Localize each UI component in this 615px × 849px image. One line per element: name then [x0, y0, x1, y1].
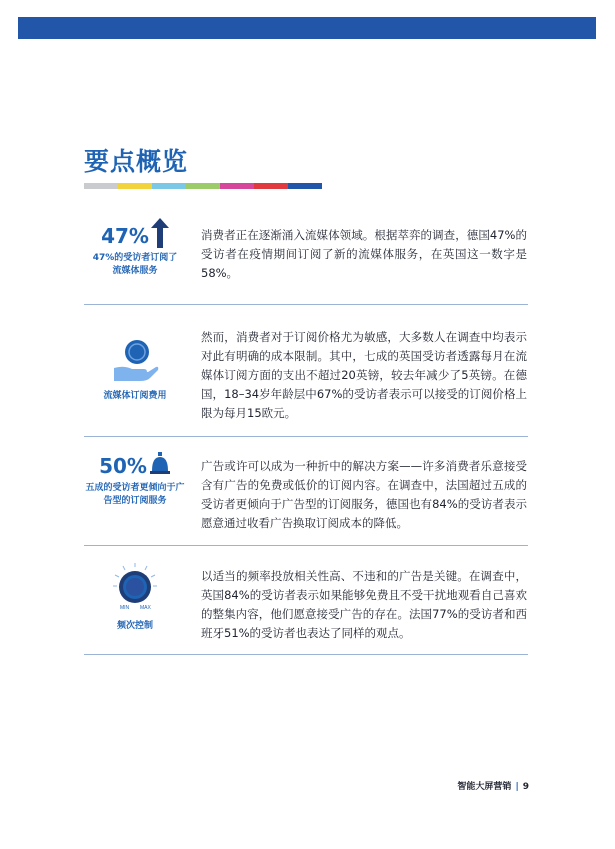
footer-label: 智能大屏营销	[457, 782, 512, 792]
top-banner-bar	[18, 17, 596, 39]
section-divider	[84, 654, 528, 655]
stat-caption: 五成的受访者更倾向于广告型的订阅服务	[85, 483, 185, 506]
dial-min-label: MIN	[120, 605, 130, 610]
color-strip-segment	[152, 183, 186, 189]
section-divider	[84, 304, 528, 305]
section-divider	[84, 545, 528, 546]
paragraph-price-sensitivity: 然而，消费者对于订阅价格尤为敏感，大多数人在调查中均表示对此有明确的成本限制。其中，七成的英国受访者透露每月在流媒体订阅方面的支出不超过20英镑，较去年减少了5英镑。在德国，18–34岁年龄层中67%的受访者表示可以接受的订阅价格上限为每月15欧元。	[201, 330, 527, 420]
stat-block-frequency	[84, 562, 186, 633]
stat-block-subscription	[84, 218, 186, 278]
page-number: 9	[522, 782, 529, 792]
stat-caption: 47%的受访者订阅了流媒体服务	[92, 253, 178, 276]
stat-percent: 47%	[101, 224, 149, 248]
page-title: 要点概览	[84, 147, 189, 176]
paragraph-streaming-growth: 消费者正在逐渐涌入流媒体领域。根据萃弈的调查，德国47%的受访者在疫情期间订阅了新的流媒体服务，在英国这一数字是58%。	[201, 228, 527, 280]
paragraph-frequency-control: 以适当的频率投放相关性高、不违和的广告是关键。在调查中，英国84%的受访者表示如果能够免费且不受干扰地观看自己喜欢的整集内容，他们愿意接受广告的存在。法国77%的受访者和西班牙51%的受访者也表达了同样的观点。	[201, 569, 527, 640]
color-strip-segment	[288, 183, 322, 189]
stat-caption: 频次控制	[116, 621, 153, 631]
dial-max-label: MAX	[140, 605, 151, 610]
dial-icon	[112, 562, 158, 610]
color-strip	[84, 183, 322, 189]
paragraph-ad-supported: 广告或许可以成为一种折中的解决方案——许多消费者乐意接受含有广告的免费或低价的订阅内容。在调查中，法国超过五成的受访者更倾向于广告型的订阅服务，德国也有84%的受访者表示愿意通过收看广告换取订阅成本的降低。	[201, 459, 527, 530]
stat-percent: 50%	[99, 454, 147, 478]
color-strip-segment	[118, 183, 152, 189]
section-divider	[84, 436, 528, 437]
arrow-up-icon	[151, 218, 169, 248]
coin-hand-icon	[110, 338, 160, 382]
stat-block-cost	[84, 338, 186, 403]
bell-icon	[149, 452, 171, 478]
color-strip-segment	[186, 183, 220, 189]
color-strip-segment	[84, 183, 118, 189]
page-footer	[457, 779, 529, 792]
color-strip-segment	[220, 183, 254, 189]
color-strip-segment	[254, 183, 288, 189]
stat-block-ads	[84, 452, 186, 508]
stat-caption: 流媒体订阅费用	[103, 391, 167, 401]
footer-separator: |	[515, 782, 519, 792]
